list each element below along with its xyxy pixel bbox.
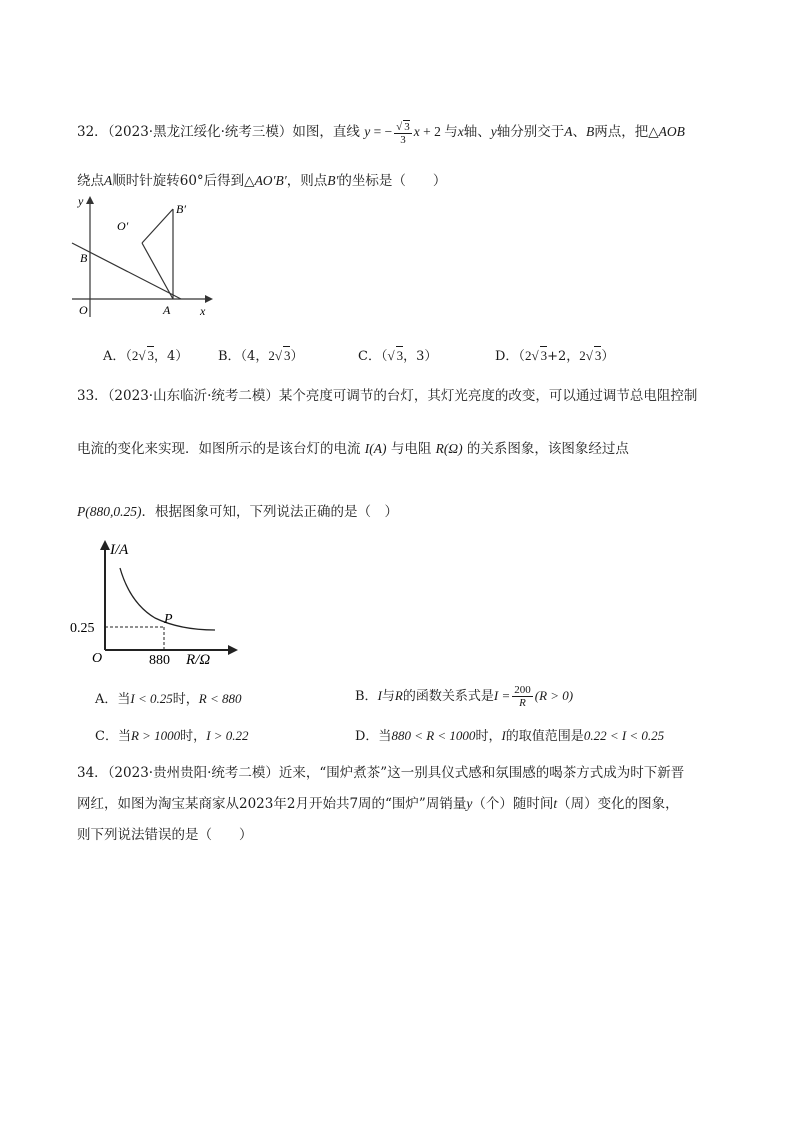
- q32-option-c[interactable]: C．（√ 3，3）: [358, 348, 438, 364]
- q32-text: 与: [444, 124, 458, 141]
- q34-text: 网红，如图为淘宝某商家从2023年2月开始共7周的“围炉”周销量: [77, 796, 467, 812]
- q33-text: 与电阻: [390, 441, 432, 457]
- option-label: D．当: [355, 729, 392, 744]
- option-radicand: 3: [594, 348, 602, 363]
- option-label: C．（: [358, 349, 388, 364]
- option-value: 2: [579, 348, 586, 363]
- q33-option-a[interactable]: [95, 690, 241, 709]
- q32-y-arrow: [86, 196, 94, 204]
- fraction-denominator: R: [519, 697, 526, 709]
- q32-text: 顺时针旋转60°后得到△: [112, 173, 255, 189]
- option-condition: (R > 0): [534, 688, 574, 703]
- q33-resistance: R(Ω): [435, 441, 463, 456]
- q33-number: 33．: [77, 388, 108, 404]
- q33-text: 某个亮度可调节的台灯，其灯光亮度的改变，可以通过调节总电阻控制: [278, 388, 698, 404]
- q33-label-P: P: [164, 612, 173, 627]
- q32-triangle: AOB: [658, 124, 685, 140]
- q32-label-Bp: B′: [176, 202, 186, 216]
- option-var: I: [377, 688, 382, 703]
- option-radicand: 3: [540, 348, 548, 363]
- option-radicand: 3: [283, 348, 291, 363]
- q33-text: ．根据图象可知，下列说法正确的是（ ）: [141, 504, 398, 520]
- option-label: D．（: [495, 349, 525, 364]
- option-mid: +2，: [547, 349, 580, 364]
- q32-line1: [77, 120, 685, 146]
- option-tail: ）: [290, 349, 304, 364]
- q33-tick-x: 880: [149, 653, 170, 668]
- q33-line2: [77, 440, 629, 458]
- q32-point: A: [104, 173, 113, 188]
- q32-label-y: y: [78, 195, 84, 208]
- option-mid: 时，: [180, 729, 207, 744]
- q33-text: 电流的变化来实现．如图所示的是该台灯的电流: [77, 441, 361, 457]
- q33-ylabel: I/A: [110, 542, 129, 558]
- q33-text: 的关系图象，该图象经过点: [466, 441, 629, 457]
- option-fraction: [512, 684, 533, 709]
- q32-option-b[interactable]: B．（4，2√ 3）: [218, 348, 304, 364]
- q33-x-arrow: [228, 645, 238, 655]
- q32-label-A: A: [163, 303, 171, 317]
- q32-line-AB: [72, 243, 181, 299]
- q32-text: 的坐标是（ ）: [338, 173, 447, 189]
- q33-point: P(880,0.25): [77, 504, 142, 519]
- q33-source: （2023·山东临沂·统考二模）: [107, 388, 279, 404]
- option-radicand: 3: [147, 348, 155, 363]
- q32-var: x: [457, 124, 464, 140]
- q33-option-c[interactable]: [95, 727, 249, 746]
- eq-fraction: $\frac{√ 3}{3}$: [396, 121, 410, 146]
- q32-line2: [77, 172, 446, 190]
- option-label: B．（4，: [218, 349, 269, 364]
- option-result: R < 880: [198, 691, 242, 706]
- q32-figure: [70, 195, 220, 320]
- q32-text: 如图，直线: [292, 124, 360, 141]
- q34-text: （个）随时间: [472, 796, 554, 812]
- q34-line2: [77, 795, 679, 813]
- eq-denominator: 3: [400, 134, 406, 146]
- eq-y: y: [364, 124, 371, 140]
- q34-var: t: [553, 796, 558, 811]
- q32-segment-OpBp: [142, 209, 173, 243]
- eq-tail: + 2: [419, 124, 441, 140]
- q34-line1: [77, 764, 684, 782]
- q32-source: （2023·黑龙江绥化·统考三模）: [107, 124, 293, 141]
- q32-label-B: B: [80, 251, 88, 265]
- option-result: 0.22 < I < 0.25: [583, 728, 665, 743]
- option-label: A．（: [103, 349, 132, 364]
- option-mid: 时，: [172, 692, 199, 707]
- option-result: I > 0.22: [206, 728, 249, 743]
- q32-point: B: [585, 124, 595, 140]
- option-var: I: [501, 728, 506, 743]
- option-label: C．当: [95, 729, 131, 744]
- option-condition: I < 0.25: [130, 691, 173, 706]
- option-label: A．当: [95, 692, 131, 707]
- q32-equation: [364, 121, 444, 146]
- q32-segment-AOp: [142, 243, 173, 299]
- q32-options: [103, 346, 614, 366]
- option-mid: 与: [381, 689, 395, 704]
- option-lhs: I =: [493, 688, 511, 703]
- q32-label-Op: O′: [117, 219, 129, 233]
- q33-xlabel: R/Ω: [186, 652, 211, 668]
- eq-x: x: [413, 124, 420, 140]
- option-value: 2: [131, 348, 139, 363]
- option-tail: ）: [601, 349, 615, 364]
- q33-figure: [70, 538, 250, 668]
- q33-option-b[interactable]: [355, 684, 573, 709]
- option-value: 2: [524, 348, 532, 363]
- q32-text: 轴分别交于: [496, 124, 565, 141]
- option-radicand: 3: [396, 348, 404, 363]
- option-mid: 时，: [475, 729, 502, 744]
- q34-var: y: [466, 796, 473, 811]
- q32-text: 、: [572, 124, 586, 141]
- q34-text: 近来，“围炉煮茶”这一别具仪式感和氛围感的喝茶方式成为时下新晋: [278, 765, 685, 781]
- q34-source: （2023·贵州贵阳·统考二模）: [107, 765, 279, 781]
- q32-text: 两点，把△: [594, 124, 659, 141]
- eq-equals: = −: [370, 124, 393, 140]
- q34-text: （周）变化的图象，: [557, 796, 679, 812]
- q32-option-a[interactable]: A．（2√ 3，4）: [103, 348, 189, 364]
- q32-x-arrow: [205, 295, 213, 303]
- q33-y-arrow: [100, 540, 110, 550]
- eq-numerator: 3: [404, 121, 410, 133]
- option-tail: ，4）: [154, 349, 189, 364]
- option-label: B．: [355, 689, 378, 704]
- q32-text: 绕点: [77, 173, 104, 189]
- q32-label-x: x: [200, 304, 206, 318]
- q33-label-O: O: [92, 651, 103, 666]
- q32-var: y: [490, 124, 497, 140]
- q34-text: 则下列说法错误的是（ ）: [77, 827, 253, 843]
- option-condition: 880 < R < 1000: [391, 728, 476, 743]
- q33-line1: [77, 387, 697, 405]
- q32-number: 32．: [77, 124, 108, 141]
- option-var: R: [394, 688, 403, 703]
- option-value: 2: [268, 348, 275, 363]
- q33-tick-y: 0.25: [70, 621, 95, 636]
- q32-point: B′: [327, 173, 339, 188]
- option-tail: ，3）: [403, 349, 438, 364]
- q32-point: A: [564, 124, 573, 140]
- q32-option-d[interactable]: D．（2√ 3+2，2√ 3）: [495, 348, 615, 364]
- q32-text: ，则点: [286, 173, 328, 189]
- q33-option-d[interactable]: [355, 727, 664, 746]
- q32-text: 轴、: [463, 124, 491, 141]
- option-text: 的取值范围是: [505, 729, 584, 744]
- q34-number: 34．: [77, 765, 108, 781]
- q32-label-O: O: [79, 303, 88, 317]
- q33-line3: [77, 503, 398, 521]
- q33-current: I(A): [364, 441, 387, 456]
- q34-line3: [77, 826, 253, 844]
- option-condition: R > 1000: [130, 728, 181, 743]
- option-text: 的函数关系式是: [402, 689, 494, 704]
- q32-triangle: AO′B′: [254, 173, 287, 188]
- fraction-numerator: 200: [514, 684, 531, 696]
